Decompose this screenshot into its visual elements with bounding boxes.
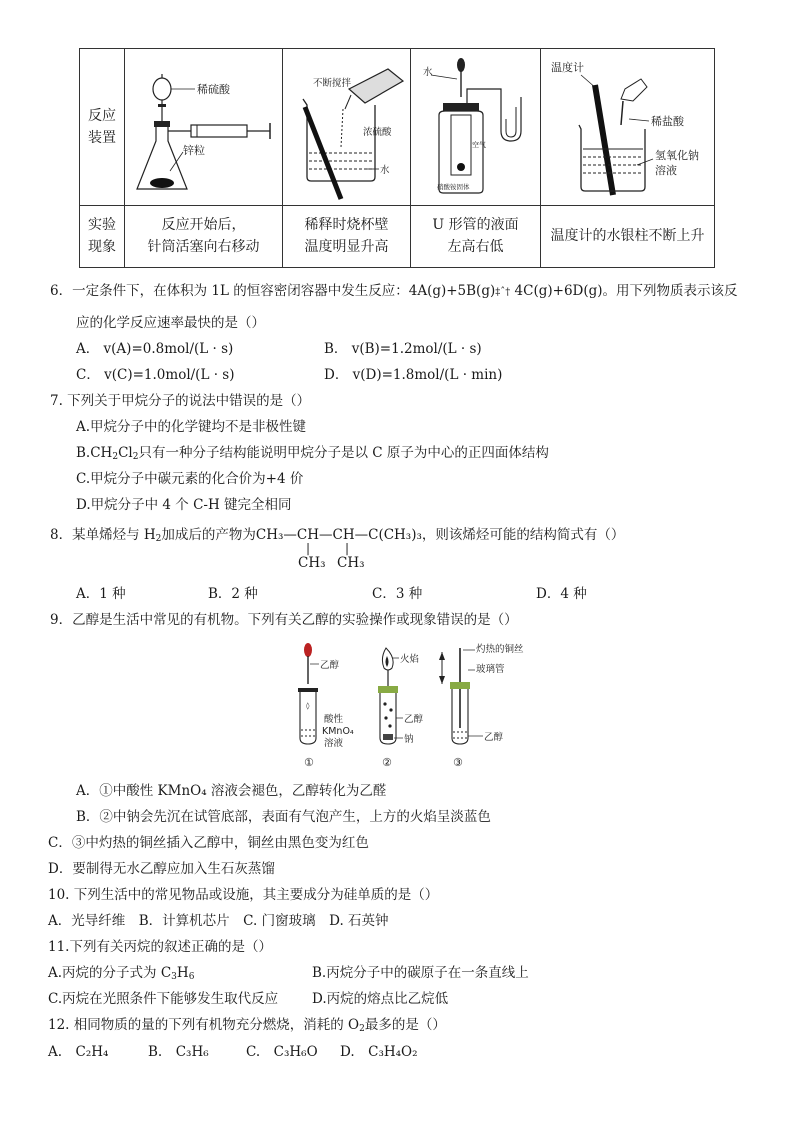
experiment-table bbox=[79, 48, 715, 268]
row-head-phenomenon: 实验 现象 bbox=[80, 205, 125, 267]
q7-option-a: A.甲烷分子中的化学键均不是非极性键 bbox=[76, 419, 307, 435]
label-naoh-1: 氢氧化钠 bbox=[655, 149, 699, 163]
svg-text:②: ② bbox=[382, 756, 392, 769]
q6-stem-line1: 6．一定条件下，在体积为 1L 的恒容密闭容器中发生反应：4A(g)+5B(g)‡ˆ† 4C(g)+6D(g)。用下列物质表示该反 bbox=[50, 283, 738, 299]
q8-option-c: C．3 种 bbox=[372, 586, 423, 602]
label-nh4no3: 硝酸铵固体 bbox=[437, 183, 470, 192]
q7-stem: 7. 下列关于甲烷分子的说法中错误的是（） bbox=[50, 393, 311, 409]
svg-text:乙醇: 乙醇 bbox=[484, 732, 504, 743]
q11-option-b: B.丙烷分子中的碳原子在一条直线上 bbox=[312, 965, 529, 981]
svg-text:火焰: 火焰 bbox=[400, 654, 420, 665]
svg-text:玻璃管: 玻璃管 bbox=[476, 664, 505, 675]
q7-option-d: D.甲烷分子中 4 个 C-H 键完全相同 bbox=[76, 497, 292, 513]
q7-option-c: C.甲烷分子中碳元素的化合价为+4 价 bbox=[76, 471, 304, 487]
label-air: 空气 bbox=[472, 141, 486, 150]
label-hcl: 稀盐酸 bbox=[651, 115, 684, 129]
q9-option-a: A．①中酸性 KMnO₄ 溶液会褪色，乙醇转化为乙醛 bbox=[76, 783, 387, 799]
q8-stem: 8．某单烯烃与 $H_2$加成后的产物为CH₃—CH—CH—C(CH₃)₃，则该烯烃可能的结构简式有（） bbox=[50, 527, 625, 544]
label-water-c: 水 bbox=[423, 67, 433, 79]
svg-text:乙醇: 乙醇 bbox=[320, 660, 340, 671]
observation-a: 反应开始后， 针筒活塞向右移动 bbox=[125, 205, 283, 267]
q8-branch-bond-1: | bbox=[306, 541, 311, 555]
svg-text:①: ① bbox=[304, 756, 314, 769]
q12-option-c: C. C₃H₆O bbox=[246, 1044, 318, 1060]
label-water: 水 bbox=[380, 165, 390, 177]
q11-option-d: D.丙烷的熔点比乙烷低 bbox=[312, 991, 449, 1007]
label-conc-sulfuric: 浓硫酸 bbox=[363, 127, 392, 139]
q8-branch-bond-2: | bbox=[345, 541, 350, 555]
q6-option-a: A． v(A)=0.8mol/(L · s) bbox=[76, 341, 234, 357]
q6-stem-line2: 应的化学反应速率最快的是（） bbox=[76, 315, 265, 331]
q12-option-d: D. C₃H₄O₂ bbox=[340, 1044, 418, 1060]
q12-stem: 12. 相同物质的量的下列有机物充分燃烧，消耗的 $O_2$最多的是（） bbox=[48, 1017, 446, 1034]
q9-figure bbox=[288, 640, 528, 772]
figure-flask-syringe bbox=[125, 49, 283, 205]
svg-text:KMnO₄: KMnO₄ bbox=[322, 726, 354, 737]
svg-text:灼热的铜丝: 灼热的铜丝 bbox=[476, 644, 524, 655]
label-stir: 不断搅拌 bbox=[313, 78, 352, 90]
observation-b: 稀释时烧杯壁 温度明显升高 bbox=[283, 205, 411, 267]
svg-text:酸性: 酸性 bbox=[324, 714, 344, 725]
figure-cell-b bbox=[283, 49, 411, 206]
label-naoh-2: 溶液 bbox=[655, 164, 677, 178]
q8-option-d: D．4 种 bbox=[536, 586, 587, 602]
svg-text:③: ③ bbox=[453, 756, 463, 769]
label-zinc: 锌粒 bbox=[183, 144, 205, 158]
svg-text:溶液: 溶液 bbox=[324, 738, 344, 749]
figure-thermometer bbox=[541, 49, 715, 205]
q8-option-b: B．2 种 bbox=[208, 586, 258, 602]
q6-option-c: C． v(C)=1.0mol/(L · s) bbox=[76, 367, 235, 383]
row-head-device: 反应 装置 bbox=[80, 49, 125, 206]
svg-text:◊: ◊ bbox=[306, 702, 310, 710]
q6-option-b: B． v(B)=1.2mol/(L · s) bbox=[324, 341, 482, 357]
svg-text:乙醇: 乙醇 bbox=[404, 714, 424, 725]
q10-options: A．光导纤维 B．计算机芯片 C. 门窗玻璃 D. 石英钟 bbox=[48, 913, 389, 929]
q7-option-b: $B.CH_2Cl_2$只有一种分子结构能说明甲烷分子是以 C 原子为中心的正四面体结构 bbox=[76, 445, 549, 462]
figure-u-tube bbox=[411, 49, 541, 205]
q6-option-d: D． v(D)=1.8mol/(L · min) bbox=[324, 367, 503, 383]
figure-cell-d bbox=[541, 49, 715, 206]
figure-cell-c bbox=[411, 49, 541, 206]
q12-option-b: B. C₃H₆ bbox=[148, 1044, 209, 1060]
q9-stem: 9．乙醇是生活中常见的有机物。下列有关乙醇的实验操作或现象错误的是（） bbox=[50, 612, 518, 628]
q11-option-c: C.丙烷在光照条件下能够发生取代反应 bbox=[48, 991, 279, 1007]
figure-cell-a bbox=[125, 49, 283, 206]
q11-option-a: A.丙烷的分子式为 $C_3H_6$ bbox=[48, 965, 195, 982]
q10-stem: 10. 下列生活中的常见物品或设施，其主要成分为硅单质的是（） bbox=[48, 887, 439, 903]
label-dilute-sulfuric: 稀硫酸 bbox=[197, 83, 230, 97]
q9-option-b: B．②中钠会先沉在试管底部，表面有气泡产生，上方的火焰呈淡蓝色 bbox=[76, 809, 491, 825]
observation-c: U 形管的液面 左高右低 bbox=[411, 205, 541, 267]
q12-option-a: A. C₂H₄ bbox=[48, 1044, 109, 1060]
q9-option-c: C．③中灼热的铜丝插入乙醇中，铜丝由黑色变为红色 bbox=[48, 835, 369, 851]
q11-stem: 11.下列有关丙烷的叙述正确的是（） bbox=[48, 939, 272, 955]
q9-option-d: D．要制得无水乙醇应加入生石灰蒸馏 bbox=[48, 861, 275, 877]
q8-branch-1: CH₃ bbox=[298, 555, 326, 571]
figure-beaker-dilution bbox=[283, 49, 411, 205]
svg-text:钠: 钠 bbox=[404, 734, 414, 745]
q8-formula: CH₃—CH—CH—C(CH₃)₃ bbox=[255, 527, 422, 543]
observation-d: 温度计的水银柱不断上升 bbox=[541, 205, 715, 267]
q8-branch-2: CH₃ bbox=[337, 555, 365, 571]
q8-option-a: A．1 种 bbox=[76, 586, 126, 602]
label-thermometer: 温度计 bbox=[551, 61, 584, 75]
